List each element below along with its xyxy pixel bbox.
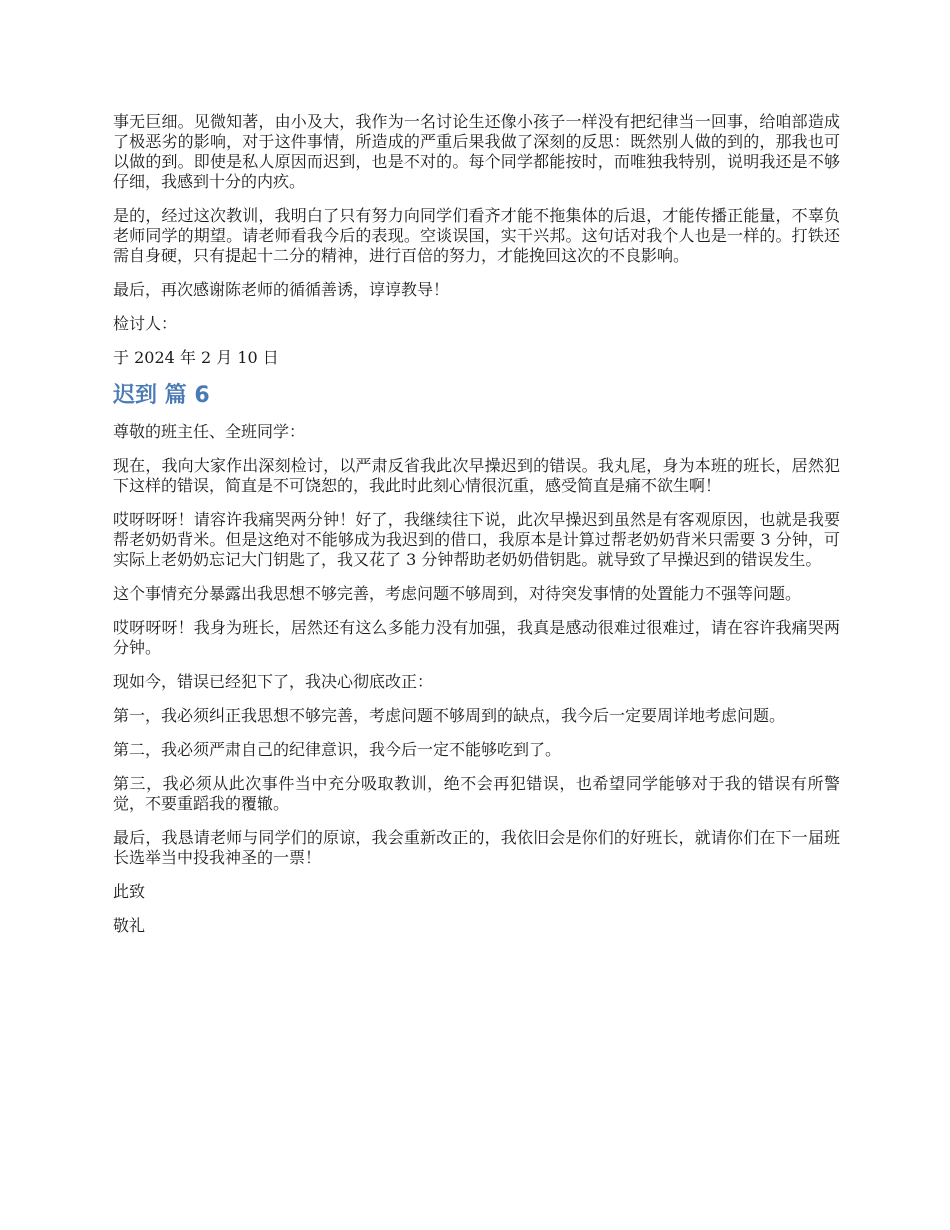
paragraph: 这个事情充分暴露出我思想不够完善，考虑问题不够周到，对待突发事情的处置能力不强等问题。: [113, 584, 802, 603]
paragraph: 现如今，错误已经犯下了，我决心彻底改正：: [113, 672, 434, 691]
paragraph: 是的，经过这次教训，我明白了只有努力向同学们看齐才能不拖集体的后退，才能传播正能量，不辜负老师同学的期望。请老师看我今后的表现。空谈误国，实干兴邦。这句话对我个人也是一样的。打铁还需自身硬，只有提起十二分的精神，进行百倍的努力，才能挽回这次的不良影响。: [113, 206, 840, 265]
paragraph: 第三，我必须从此次事件当中充分吸取教训，绝不会再犯错误，也希望同学能够对于我的错误有所警觉，不要重蹈我的覆辙。: [113, 774, 840, 813]
closing-regards: 敬礼: [113, 916, 146, 935]
paragraph: 现在，我向大家作出深刻检讨，以严肃反省我此次早操迟到的错误。我丸尾，身为本班的班长，居然犯下这样的错误，简直是不可饶恕的，我此时此刻心情很沉重，感受简直是痛不欲生啊！: [113, 456, 840, 495]
paragraph: 哎呀呀呀！我身为班长，居然还有这么多能力没有加强，我真是感动很难过很难过，请在容许我痛哭两分钟。: [113, 618, 840, 657]
section-heading: 迟到 篇 6: [113, 383, 210, 408]
closing-salutation: 此致: [113, 882, 146, 901]
paragraph: 第二，我必须严肃自己的纪律意识，我今后一定不能够吃到了。: [113, 740, 562, 759]
date-line: 于 2024 年 2 月 10 日: [113, 348, 279, 367]
paragraph: 第一，我必须纠正我思想不够完善，考虑问题不够周到的缺点，我今后一定要周详地考虑问题。: [113, 706, 786, 725]
paragraph: 哎呀呀呀！请容许我痛哭两分钟！好了，我继续往下说，此次早操迟到虽然是有客观原因，也就是我要帮老奶奶背米。但是这绝对不能够成为我迟到的借口，我原本是计算过帮老奶奶背米只需要 3 分钟，可实际上老奶奶忘记大门钥匙了，我又花了 3 分钟帮助老奶奶借钥匙。就导致了早操迟到的错误发生。: [113, 510, 840, 569]
paragraph: 最后，我恳请老师与同学们的原谅，我会重新改正的，我依旧会是你们的好班长，就请你们在下一届班长选举当中投我神圣的一票！: [113, 828, 840, 867]
salutation: 尊敬的班主任、全班同学：: [113, 422, 306, 441]
signature-label: 检讨人：: [113, 314, 178, 333]
paragraph: 事无巨细。见微知著，由小及大，我作为一名讨论生还像小孩子一样没有把纪律当一回事，给咱部造成了极恶劣的影响，对于这件事情，所造成的严重后果我做了深刻的反思：既然别人做的到的，那我也可以做的到。即使是私人原因而迟到，也是不对的。每个同学都能按时，而唯独我特别，说明我还是不够仔细，我感到十分的内疚。: [113, 112, 840, 191]
closing-thanks: 最后，再次感谢陈老师的循循善诱，谆谆教导！: [113, 280, 450, 299]
document-page: [113, 112, 840, 950]
